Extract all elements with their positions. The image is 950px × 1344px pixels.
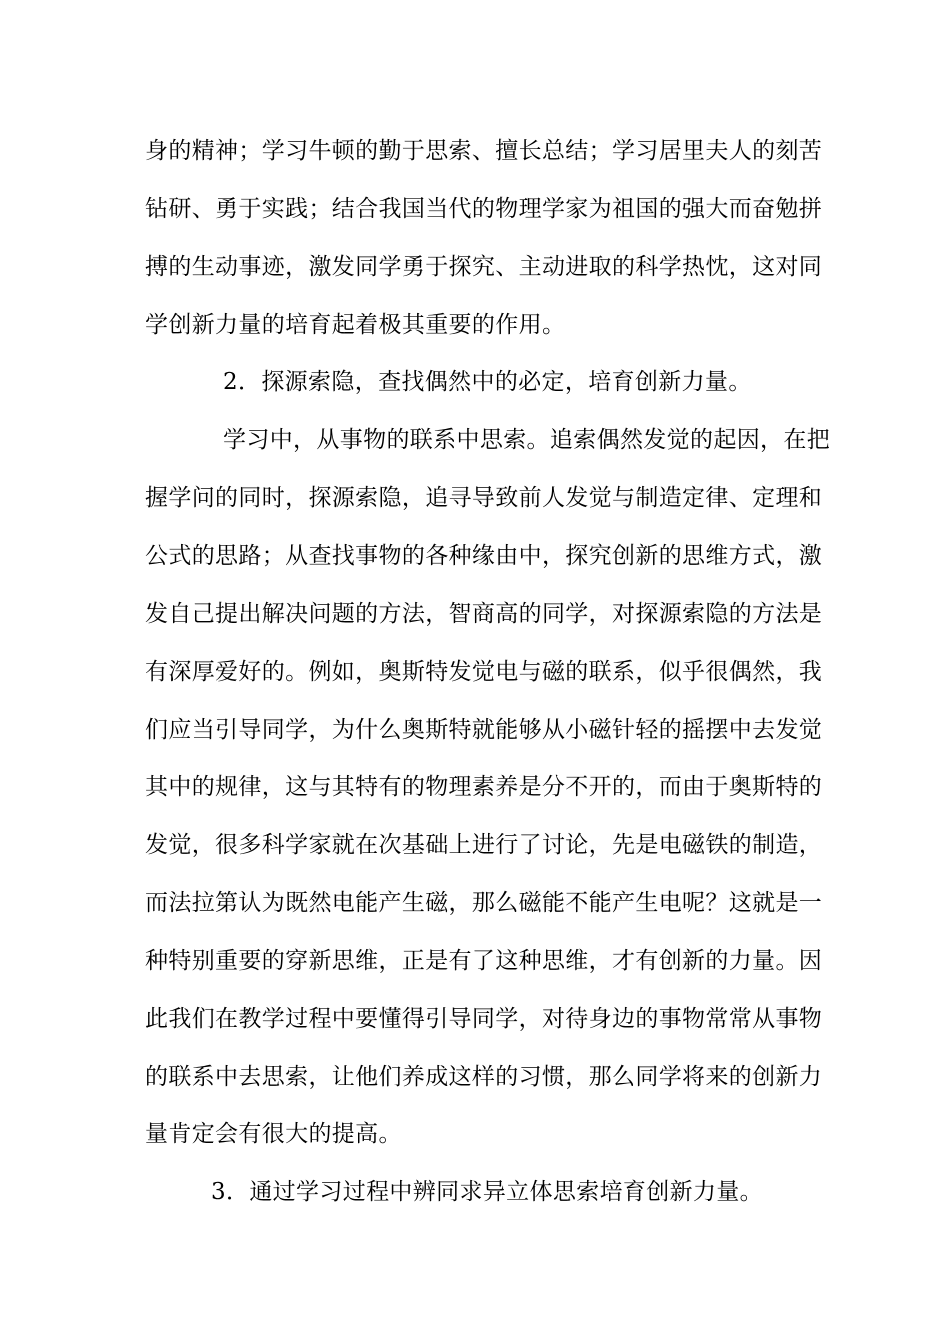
text-line: 的联系中去思索，让他们养成这样的习惯，那么同学将来的创新力	[145, 1064, 823, 1090]
text-line: 发自己提出解决问题的方法，智商高的同学，对探源索隐的方法是	[145, 601, 823, 627]
text-line: 发觉，很多科学家就在次基础上进行了讨论，先是电磁铁的制造，	[145, 832, 823, 858]
text-line: 而法拉第认为既然电能产生磁，那么磁能不能产生电呢？这就是一	[145, 890, 823, 916]
text-line: 量肯定会有很大的提高。	[145, 1121, 402, 1147]
text-line: 搏的生动事迹，激发同学勇于探究、主动进取的科学热忱，这对同	[145, 254, 823, 280]
text-line: 公式的思路；从查找事物的各种缘由中，探究创新的思维方式，激	[145, 543, 823, 569]
section-heading-3: 3．通过学习过程中辨同求异立体思索培育创新力量。	[211, 1179, 764, 1205]
text-line: 钻研、勇于实践；结合我国当代的物理学家为祖国的强大而奋勉拼	[145, 196, 823, 222]
text-line: 其中的规律，这与其特有的物理素养是分不开的，而由于奥斯特的	[145, 774, 823, 800]
text-line: 学创新力量的培育起着极其重要的作用。	[145, 312, 566, 338]
paragraph-start: 学习中，从事物的联系中思索。追索偶然发觉的起因，在把	[223, 427, 831, 453]
text-line: 此我们在教学过程中要懂得引导同学，对待身边的事物常常从事物	[145, 1006, 823, 1032]
text-line: 有深厚爱好的。例如，奥斯特发觉电与磁的联系，似乎很偶然，我	[145, 659, 823, 685]
text-line: 握学问的同时，探源索隐，追寻导致前人发觉与制造定律、定理和	[145, 485, 823, 511]
text-line: 种特别重要的穿新思维，正是有了这种思维，才有创新的力量。因	[145, 948, 823, 974]
section-heading-2: 2．探源索隐，查找偶然中的必定，培育创新力量。	[223, 369, 752, 395]
text-line: 身的精神；学习牛顿的勤于思索、擅长总结；学习居里夫人的刻苦	[145, 138, 823, 164]
text-line: 们应当引导同学，为什么奥斯特就能够从小磁针轻的摇摆中去发觉	[145, 717, 823, 743]
